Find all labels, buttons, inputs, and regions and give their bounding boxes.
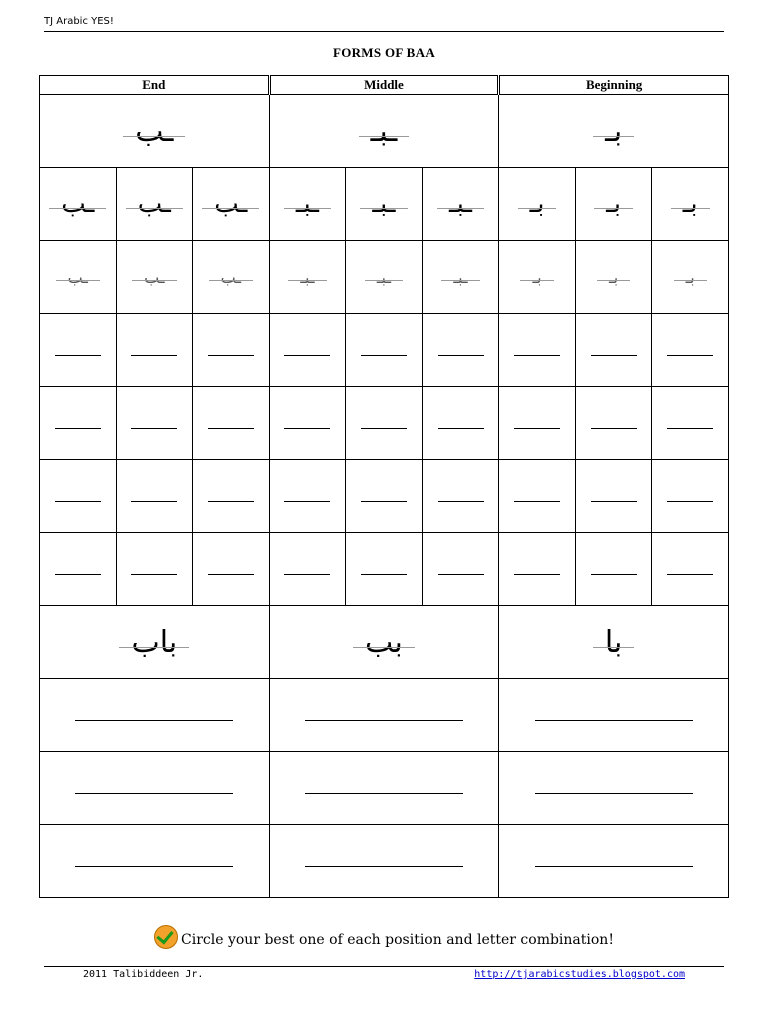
practice-line bbox=[284, 574, 330, 575]
trace-letter: ـبـ bbox=[300, 267, 315, 287]
trace-row bbox=[40, 241, 729, 314]
example-letter: بـ bbox=[606, 189, 622, 219]
instruction-line bbox=[0, 925, 768, 949]
footer-link[interactable]: http://tjarabicstudies.blogspot.com bbox=[474, 969, 685, 980]
practice-row bbox=[40, 533, 729, 606]
footer-copyright: 2011 Talibiddeen Jr. bbox=[83, 969, 204, 980]
word-practice-line bbox=[305, 793, 463, 794]
instruction-text: Circle your best one of each position and letter combination! bbox=[181, 932, 614, 948]
practice-line bbox=[361, 355, 407, 356]
practice-line bbox=[284, 501, 330, 502]
word-row bbox=[40, 606, 729, 679]
page-title: FORMS OF BAA bbox=[332, 45, 436, 60]
practice-line bbox=[514, 355, 560, 356]
practice-line bbox=[131, 501, 177, 502]
big-letter-end: ـب bbox=[135, 113, 174, 149]
practice-line bbox=[591, 574, 637, 575]
trace-letter: بـ bbox=[532, 267, 542, 287]
practice-line bbox=[55, 574, 101, 575]
big-letter-row bbox=[40, 95, 729, 168]
word-practice-line bbox=[535, 793, 693, 794]
practice-line bbox=[208, 428, 254, 429]
checkmark-icon bbox=[154, 925, 178, 949]
practice-line bbox=[667, 501, 713, 502]
practice-line bbox=[208, 501, 254, 502]
practice-line bbox=[667, 428, 713, 429]
practice-line bbox=[591, 428, 637, 429]
word-practice-line bbox=[305, 866, 463, 867]
word-beginning: با bbox=[604, 624, 623, 660]
practice-line bbox=[55, 355, 101, 356]
practice-line bbox=[667, 355, 713, 356]
word-practice-row bbox=[40, 825, 729, 898]
header-rule bbox=[44, 31, 724, 32]
practice-line bbox=[438, 428, 484, 429]
word-practice-line bbox=[305, 720, 463, 721]
example-row bbox=[40, 168, 729, 241]
trace-letter: بـ bbox=[609, 267, 619, 287]
practice-line bbox=[514, 501, 560, 502]
example-letter: ـبـ bbox=[295, 189, 319, 219]
example-letter: ـب bbox=[61, 189, 95, 219]
practice-line bbox=[667, 574, 713, 575]
big-letter-beginning: بـ bbox=[605, 113, 623, 149]
practice-line bbox=[361, 501, 407, 502]
big-letter-middle: ـبـ bbox=[370, 113, 398, 149]
example-letter: ـبـ bbox=[372, 189, 396, 219]
practice-line bbox=[591, 355, 637, 356]
column-header-row bbox=[40, 76, 729, 95]
trace-letter: بـ bbox=[685, 267, 695, 287]
practice-row bbox=[40, 387, 729, 460]
practice-line bbox=[131, 574, 177, 575]
practice-line bbox=[438, 574, 484, 575]
example-letter: ـبـ bbox=[448, 189, 473, 219]
trace-letter: ـب bbox=[144, 267, 165, 287]
practice-line bbox=[55, 428, 101, 429]
example-letter: ـب bbox=[214, 189, 248, 219]
practice-line bbox=[131, 428, 177, 429]
practice-line bbox=[514, 574, 560, 575]
column-header-beginning: Beginning bbox=[499, 76, 729, 95]
practice-line bbox=[284, 355, 330, 356]
word-practice-line bbox=[75, 720, 233, 721]
practice-line bbox=[591, 501, 637, 502]
example-letter: بـ bbox=[529, 189, 545, 219]
example-letter: بـ bbox=[682, 189, 698, 219]
practice-line bbox=[208, 355, 254, 356]
word-end: باب bbox=[131, 624, 178, 660]
practice-line bbox=[55, 501, 101, 502]
practice-line bbox=[284, 428, 330, 429]
trace-letter: ـب bbox=[67, 267, 88, 287]
practice-line bbox=[438, 355, 484, 356]
header-label: TJ Arabic YES! bbox=[44, 16, 114, 27]
word-practice-line bbox=[75, 866, 233, 867]
column-header-middle: Middle bbox=[269, 76, 499, 95]
worksheet-grid bbox=[39, 75, 729, 898]
practice-row bbox=[40, 460, 729, 533]
word-practice-row bbox=[40, 752, 729, 825]
word-practice-line bbox=[75, 793, 233, 794]
column-header-end: End bbox=[40, 76, 270, 95]
practice-line bbox=[131, 355, 177, 356]
practice-line bbox=[438, 501, 484, 502]
footer-rule bbox=[44, 966, 724, 967]
trace-letter: ـبـ bbox=[376, 267, 392, 287]
practice-row bbox=[40, 314, 729, 387]
trace-letter: ـب bbox=[220, 267, 242, 287]
word-middle: بب bbox=[365, 624, 403, 660]
word-practice-line bbox=[535, 720, 693, 721]
trace-letter: ـبـ bbox=[453, 267, 468, 287]
practice-line bbox=[208, 574, 254, 575]
example-letter: ـب bbox=[137, 189, 171, 219]
practice-line bbox=[514, 428, 560, 429]
practice-line bbox=[361, 574, 407, 575]
word-practice-row bbox=[40, 679, 729, 752]
word-practice-line bbox=[535, 866, 693, 867]
practice-line bbox=[361, 428, 407, 429]
